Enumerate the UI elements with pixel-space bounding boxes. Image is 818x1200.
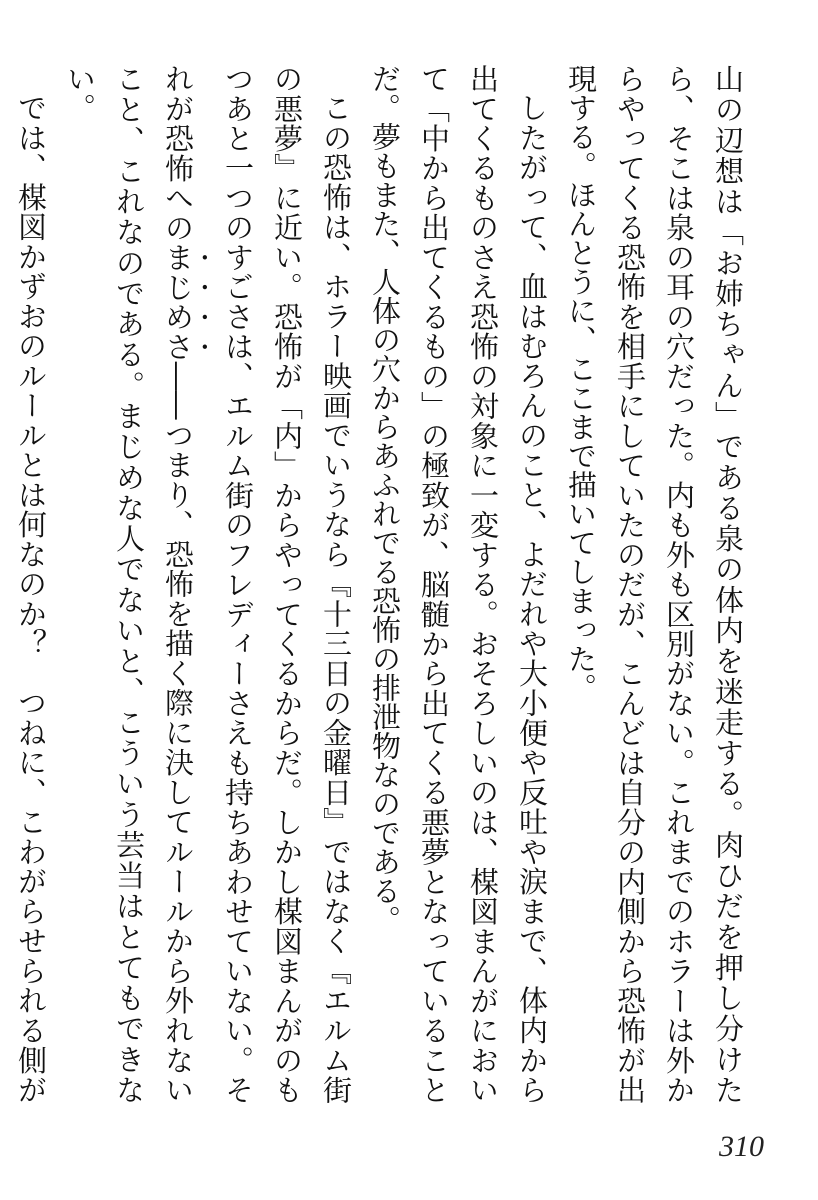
page-number: 310 [719, 1130, 764, 1163]
paragraph-text: この恐怖は、ホラー映画でいうなら『十三日の金曜日』ではなく『エルム街の悪夢』に近い。恐怖が「内」からやってくるからだ。しかし楳図まんがのもつあと一つのすごさは、エルム街のフレディーさえも持ちあわせていない。それが恐怖への [161, 64, 353, 1104]
paragraph-text: では、楳図かずおのルールとは何なのか？ つねに、こわがらせられる側が [14, 93, 48, 1104]
paragraph-text: ――つまり、恐怖を描く際に決してルールから外れないこと、これなのである。まじめな人でないと、こういう芸当はとてもできない。 [63, 64, 195, 1105]
paragraph-text: したがって、血はむろんのこと、よだれや大小便や反吐や涙まで、体内から出てくるものさえ恐怖の対象に一変する。おそろしいのは、楳図まんがにおいて「中から出てくるもの」の極致が、脳髄から出てくる悪夢となっていることだ。夢もまた、人体の穴からあふれでる恐怖の排泄物なのである。 [368, 64, 549, 1104]
paragraph-3 [55, 64, 360, 1104]
paragraph-text: 山の辺想は「お姉ちゃん」である泉の体内を迷走する。肉ひだを押し分けたら、そこは泉の耳の穴だった。内も外も区別がない。これまでのホラーは外からやってくる恐怖を相手にしていたのだが、こんどは自分の内側から恐怖が出現する。ほんとうに、ここまで描いてしまった。 [564, 64, 745, 1104]
paragraph-4 [0, 64, 55, 1104]
body-text [14, 64, 752, 1105]
paragraph-1 [556, 64, 752, 1104]
emphasized-text: まじめさ [161, 242, 195, 362]
paragraph-2 [360, 64, 556, 1104]
